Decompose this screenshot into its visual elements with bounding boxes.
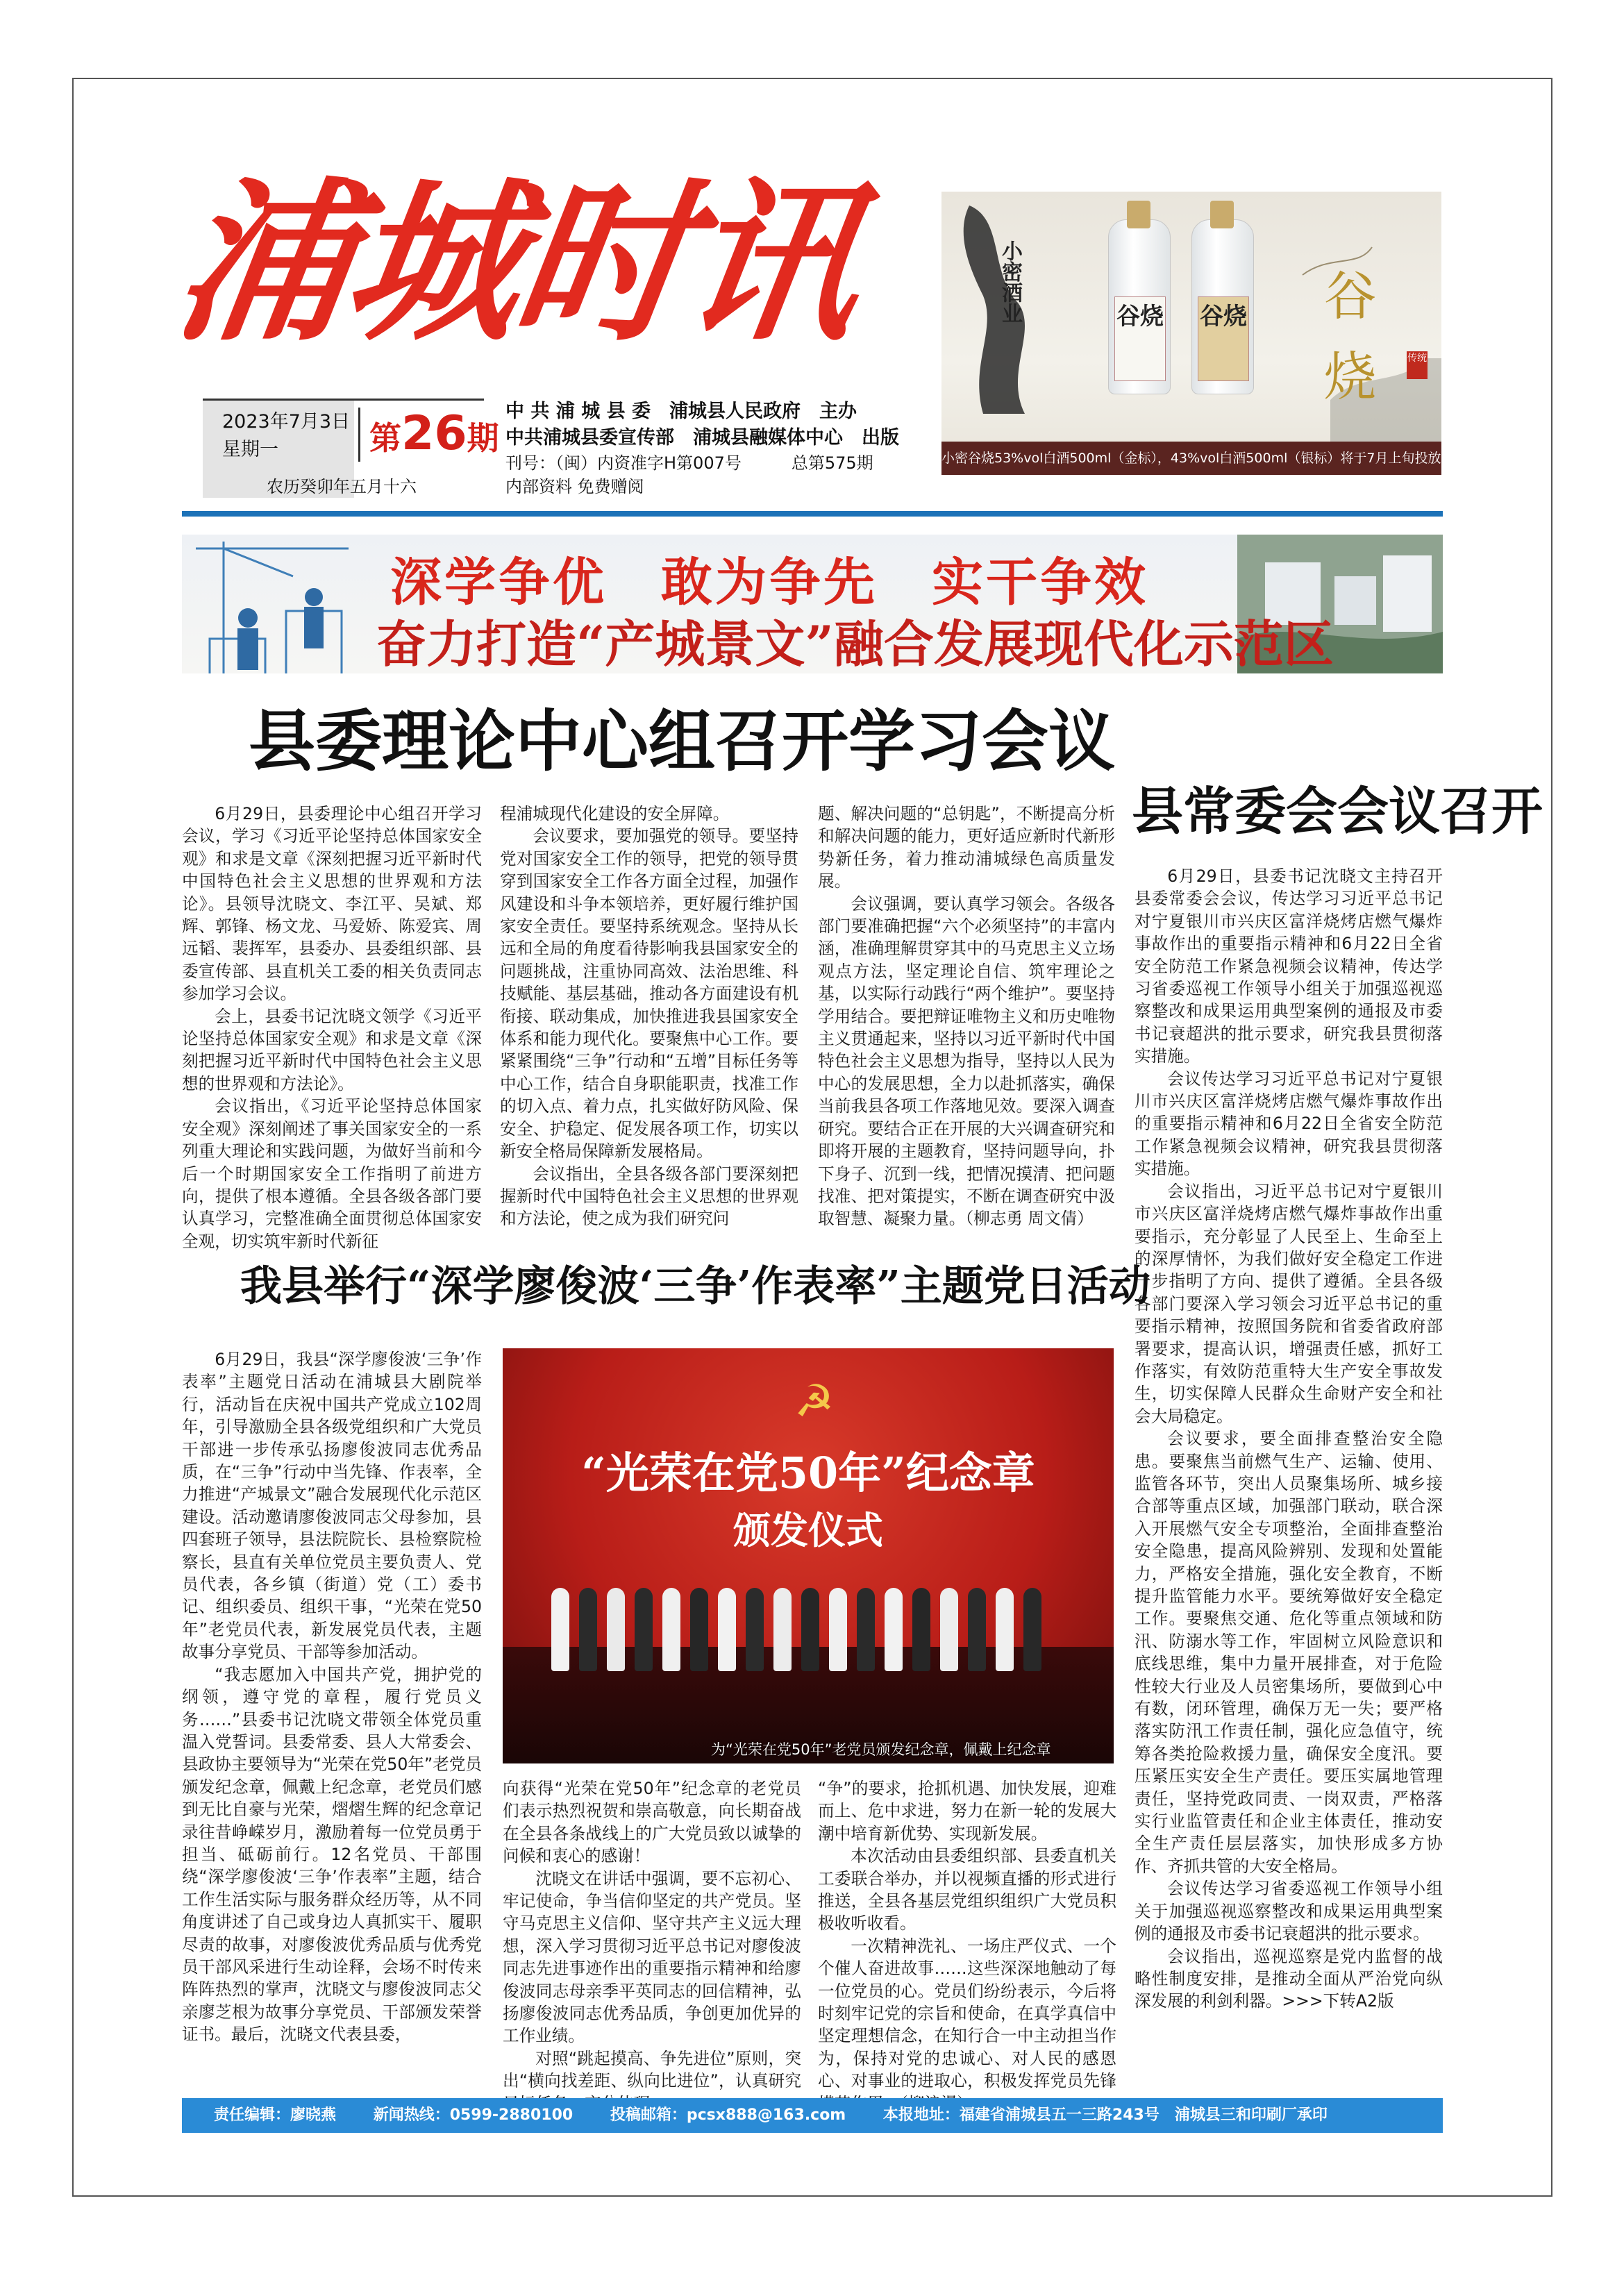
bottle-gold (1191, 219, 1254, 394)
sponsors-line: 中 共 浦 城 县 委 浦城县人民政府 主办 (505, 401, 857, 422)
paragraph: 题、解决问题的“总钥匙”，不断提高分析和解决问题的能力，更好适应新时代新形势新任务，着力推动浦城绿色高质量发展。 (818, 804, 1115, 891)
photo-caption: 为“光荣在党50年”老党员颁发纪念章，佩戴上纪念章 (711, 1741, 1051, 1758)
photo-banner-text: “光荣在党50年”纪念章 (581, 1448, 1035, 1498)
newspaper-title: 浦城时讯 (163, 162, 870, 364)
permit-line: 刊号：（闽）内资准字H第007号 总第575期 (505, 453, 873, 473)
issue-weekday: 星期一 (222, 439, 278, 460)
article2-column (1135, 865, 1443, 2087)
footer-address: 本报地址：福建省浦城县五一三路243号 浦城县三和印刷厂承印 (882, 2106, 1328, 2124)
slogan-sub: 奋力打造“产城景文”融合发展现代化示范区 (376, 614, 1334, 673)
blue-rule (182, 511, 1443, 517)
paragraph: “我志愿加入中国共产党，拥护党的纲领，遵守党的章程，履行党员义务……”县委书记沈晓文带领全体党员重温入党誓词。县委常委、县人大常委会、县政协主要领导为“光荣在党50年”老党员颁发纪念章，佩戴上纪念章，老党员们感到无比自豪与光荣，熠熠生辉的纪念章记录往昔峥嵘岁月，激励着每一位党员勇于担当、砥砺前行。12名党员、干部围绕“深学廖俊波‘三争’作表率”主题，结合工作生活实际与服务群众经历等，从不同角度讲述了自己或身边人真抓实干、履职尽责的故事，对廖俊波优秀品质与优秀党员干部风采进行生动诠释，会场不时传来阵阵热烈的掌声，沈晓文与廖俊波同志父亲廖芝根为故事分享党员、干部颁发荣誉证书。最后，沈晓文代表县委， (182, 1664, 482, 2045)
ad-seal: 传统 (1407, 351, 1428, 379)
lead-headline: 县委理论中心组召开学习会议 (249, 703, 1115, 780)
ad-company: 小密酒业 (998, 240, 1022, 324)
paragraph: 程浦城现代化建设的安全屏障。 (500, 804, 730, 823)
date-box (203, 399, 499, 498)
bottle-silver (1108, 219, 1171, 394)
article3-column-2 (503, 1777, 801, 2090)
slogan-banner (182, 535, 1443, 673)
ceremony-photo (503, 1348, 1114, 1763)
paragraph: 会议强调，要认真学习领会。各级各部门要准确把握“六个必须坚持”的丰富内涵，准确理解贯穿其中的马克思主义立场观点方法，坚定理论自信、筑牢理论之基，以实际行动践行“两个维护”。要坚持学用结合。要把辩证唯物主义和历史唯物主义贯通起来，坚持以习近平新时代中国特色社会主义思想为指导，坚持以人民为中心的发展思想，全力以赴抓落实，确保当前我县各项工作落地见效。要深入调查研究。要结合正在开展的大兴调查研究和即将开展的主题教育，坚持问题导向，扑下身子、沉到一线，把情况摸清、把问题找准、把对策提实，不断在调查研究中汲取智慧、凝聚力量。（柳志勇 周文倩） (818, 894, 1115, 1229)
article1-column-3 (818, 803, 1115, 1247)
lunar-date: 农历癸卯年五月十六 (267, 477, 417, 496)
article3-headline: 我县举行“深学廖俊波‘三争’作表率”主题党日活动 (240, 1262, 1150, 1311)
paragraph: 会议要求，要全面排查整治安全隐患。要聚焦当前燃气生产、运输、使用、监管各环节，突出人员聚集场所、城乡接合部等重点区域，加强部门联动，联合深入开展燃气安全专项整治，全面排查整治安全隐患，提高风险辨别、发现和处置能力，严格安全措施，强化安全教育，不断提升监管能力水平。要统筹做好安全稳定工作。要聚焦交通、危化等重点领域和防汛、防溺水等工作，牢固树立风险意识和底线思维，集中力量开展排查，对于危险性较大行业及人员密集场所，要做到心中有数，闭环管理，确保万无一失；要严格落实防汛工作责任制，强化应急值守，统筹各类抢险救援力量，确保安全度汛。要压紧压实安全生产责任。要压实属地管理责任，坚持党政同责、一岗双责，严格落实行业监管责任和企业主体责任，推动安全生产责任层层落实，加快形成多方协作、齐抓共管的大安全格局。 (1135, 1429, 1443, 1876)
ad-brand: 谷烧 (1315, 268, 1377, 429)
publisher-info (505, 399, 899, 498)
paragraph: 会议指出，习近平总书记对宁夏银川市兴庆区富洋烧烤店燃气爆炸事故作出重要指示，充分彰显了人民至上、生命至上的深厚情怀，为我们做好安全稳定工作进一步指明了方向、提供了遵循。全县各级各部门要深入学习领会习近平总书记的重要指示精神，按照国务院和省委省政府部署要求，提高认识，增强责任感，抓好工作落实，有效防范重特大生产安全事故发生，切实保障人民群众生命财产安全和社会大局稳定。 (1135, 1181, 1443, 1426)
photo-banner-text: 颁发仪式 (733, 1508, 883, 1552)
paragraph: 本次活动由县委组织部、县委直机关工委联合举办，并以视频直播的形式进行推送，全县各基层党组织组织广大党员积极收听收看。 (818, 1846, 1116, 1934)
ad-caption: 小密谷烧53%vol白酒500ml（金标），43%vol白酒500ml（银标）将于7月上旬投放市场，敬请期待…… (941, 442, 1441, 475)
paragraph: 6月29日，我县“深学廖俊波‘三争’作表率”主题党日活动在浦城县大剧院举行，活动旨在庆祝中国共产党成立102周年，引导激励全县各级党组织和广大党员干部进一步传承弘扬廖俊波同志优秀品质，在“三争”行动中当先锋、作表率，全力推进“产城景文”融合发展现代化示范区建设。活动邀请廖俊波同志父母参加，县四套班子领导，县法院院长、县检察院检察长，县直有关单位党员主要负责人、党员代表，各乡镇（街道）党（工）委书记、组织委员、组织干事，“光荣在党50年”老党员代表，新发展党员代表，主题故事分享党员、干部等参加活动。 (182, 1350, 482, 1662)
paragraph: 对照“跳起摸高、争先进位”原则，突出“横向找差距、纵向比进位”，认真研究 (503, 2048, 801, 2091)
issue-number: 第26期 (369, 406, 499, 461)
bottle-label: 谷烧 (1114, 296, 1166, 381)
paragraph: 会议传达学习省委巡视工作领导小组关于加强巡视巡察整改和成果运用典型案例的通报及市委书记衰超洪的批示要求。 (1135, 1879, 1443, 1944)
article3-column-1 (182, 1348, 482, 2090)
paragraph: 6月29日，县委书记沈晓文主持召开县委常委会会议，传达学习习近平总书记对宁夏银川市兴庆区富洋烧烤店燃气爆炸事故作出的重要指示精神和6月22日全省安全防范工作紧急视频会议精神，传达学习省委巡视工作领导小组关于加强巡视巡察整改和成果运用典型案例的通报及市委书记衰超洪的批示要求，研究我县贯彻落实措施。 (1135, 866, 1443, 1066)
slogan-main: 深学争优 敢为争先 实干争效 (390, 553, 1148, 612)
footer-hotline: 新闻热线：0599-2880100 (373, 2106, 574, 2124)
paragraph: 沈晓文在讲话中强调，要不忘初心、牢记使命，争当信仰坚定的共产党员。坚守马克思主义信仰、坚守共产主义远大理想，深入学习贯彻习近平总书记对廖俊波同志先进事迹作出的重要指示精神和给廖俊波同志母亲季平英同志的回信精神，弘扬廖俊波同志优秀品质，争创更加优异的工作业绩。 (503, 1868, 801, 2046)
article3-column-3 (818, 1777, 1116, 2090)
footer-bar (182, 2098, 1443, 2133)
party-emblem-icon: ☭ (794, 1376, 835, 1427)
paragraph: 会议指出，巡视巡察是党内监督的战略性制度安排，是推动全面从严治党向纵深发展的利剑利器。>>>下转A2版 (1135, 1946, 1443, 2011)
bottle-label: 谷烧 (1198, 296, 1249, 381)
divider (358, 408, 360, 462)
paragraph: 会议指出，全县各级各部门要深刻把握新时代中国特色社会主义思想的世界观和方法论，使之成为我们研究问 (500, 1164, 798, 1229)
side-headline: 县常委会会议召开 (1132, 782, 1543, 841)
advertisement (941, 192, 1560, 475)
paragraph: 6月29日，县委理论中心组召开学习会议，学习《习近平论坚持总体国家安全观》和求是文章《深刻把握习近平新时代中国特色社会主义思想的世界观和方法论》。县领导沈晓文、李江平、吴斌、郑辉、郭锋、杨文龙、马爱娇、陈爱宾、周远韬、裴挥军，县委办、县委组织部、县委宣传部、县直机关工委的相关负责同志参加学习会议。 (182, 804, 482, 1004)
paragraph: 会上，县委书记沈晓文领学《习近平论坚持总体国家安全观》和求是文章《深刻把握习近平新时代中国特色社会主义思想的世界观和方法论》。 (182, 1006, 482, 1093)
footer-email: 投稿邮箱：pcsx888@163.com (610, 2106, 846, 2124)
distribution-line: 内部资料 免费赠阅 (505, 477, 644, 496)
publishers-line: 中共浦城县委宣传部 浦城县融媒体中心 出版 (505, 427, 899, 449)
issue-date: 2023年7月3日 (222, 411, 351, 433)
paragraph: 会议指出，《习近平论坚持总体国家安全观》深刻阐述了事关国家安全的一系列重大理论和实践问题，为做好当前和今后一个时期国家安全工作指明了前进方向，提供了根本遵循。全县各级各部门要认真学习，完整准确全面贯彻总体国家安全观，切实筑牢新时代新征 (182, 1096, 482, 1251)
paragraph: “争”的要求，抢抓机遇、加快发展，迎难而上、危中求进，努力在新一轮的发展大潮中培育新优势、实现新发展。 (818, 1779, 1116, 1843)
article1-column-1 (182, 803, 482, 1251)
footer-editor: 责任编辑：廖晓燕 (214, 2106, 337, 2124)
paragraph: 一次精神洗礼、一场庄严仪式、一个个催人奋进故事……这些深深地触动了每一位党员的心。党员们纷纷表示，今后将时刻牢记党的宗旨和使命，在真学真信中坚定理想信念，在知行合一中主动担当作为，保持对党的忠诚心、对人民的感恩心、对事业的进取心，积极发挥党员先锋 (818, 1936, 1116, 2091)
paragraph: 会议传达学习习近平总书记对宁夏银川市兴庆区富洋烧烤店燃气爆炸事故作出的重要指示精神和6月22日全省安全防范工作紧急视频会议精神，研究我县贯彻落实措施。 (1135, 1069, 1443, 1179)
article1-column-2 (500, 803, 798, 1247)
paragraph: 会议要求，要加强党的领导。要坚持党对国家安全工作的领导，把党的领导贯穿到国家安全工作各方面全过程，加强作风建设和斗争本领培养，更好履行维护国家安全责任。要坚持系统观念。坚持从长远和全局的角度看待影响我县国家安全的问题挑战，注重协同高效、法治思维、科技赋能、基层基础，推动各方面建设有机衔接、联动集成，加快推进我县国家安全体系和能力现代化。要聚焦中心工作。要紧紧围绕“三争”行动和“五增”目标任务等中心工作，结合自身职能职责，找准工作的切入点、着力点，扎实做好防风险、保安全、护稳定、促发展各项工作，切实以新安全格局保障新发展格局。 (500, 826, 798, 1162)
paragraph: 向获得“光荣在党50年”纪念章的老党员们表示热烈祝贺和崇高敬意，向长期奋战在全县各条战线上的广大党员致以诚挚的问候和衷心的感谢！ (503, 1779, 801, 1866)
